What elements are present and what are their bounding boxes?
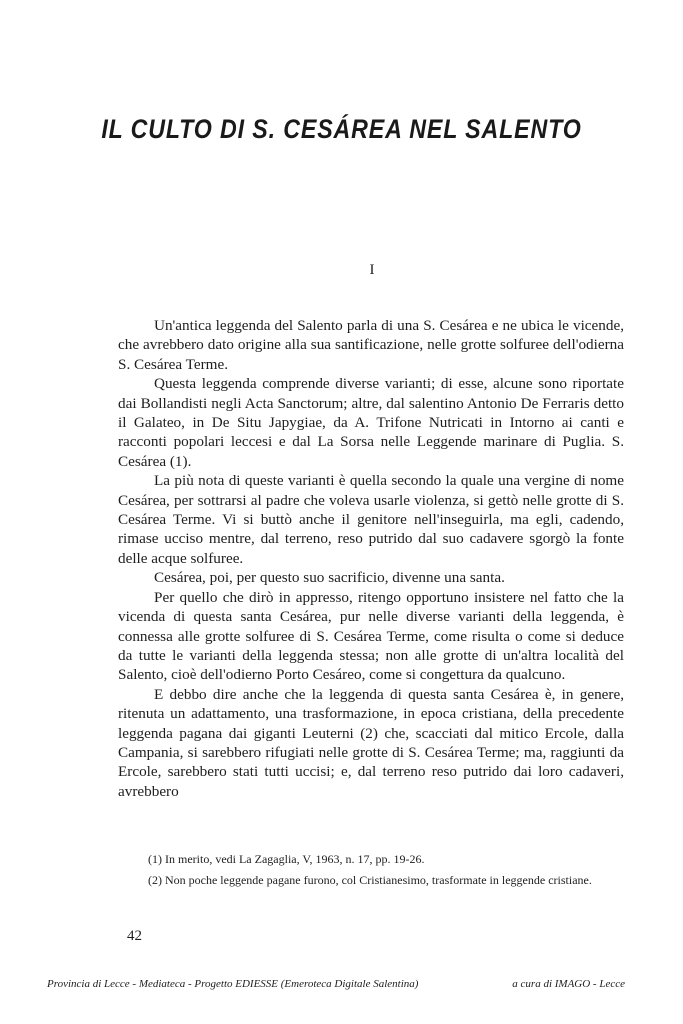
footer-credit: Provincia di Lecce - Mediateca - Progetto EDIESSE (Emeroteca Digitale Salentina): [47, 978, 419, 990]
page-number: 42: [127, 928, 142, 944]
article-body: [118, 316, 624, 801]
paragraph: Questa leggenda comprende diverse varianti; di esse, alcune sono riportate dai Bollandisti negli Acta Sanctorum; altre, dal salentino Antonio De Ferraris detto il Galateo, in De Situ Japygiae, da A. Trifone Nutricati in Intorno ai canti e racconti popolari leccesi e dal La Sorsa nelle Leggende marinare di Puglia. S. Cesárea (1).: [118, 375, 624, 470]
paragraph: La più nota di queste varianti è quella secondo la quale una vergine di nome Cesárea, per sottrarsi al padre che voleva usarle violenza, si gettò nelle grotte di S. Cesárea Terme. Vi si buttò anche il genitore nell'inseguirla, ma egli, cadendo, rimase ucciso mentre, dal terreno, reso putrido dal suo cadavere sgorgò la fonte delle acque solfuree.: [118, 472, 624, 567]
paragraph: E debbo dire anche che la leggenda di questa santa Cesárea è, in genere, ritenuta un adattamento, una trasformazione, in epoca cristiana, della precedente leggenda pagana dai giganti Leuterni (2) che, scacciati dal mitico Ercole, dalla Campania, si sarebbero rifugiati nelle grotte di S. Cesárea Terme; ma, raggiunti da Ercole, sarebbero stati tutti uccisi; e, dal terreno reso putrido dai loro cadaveri, avrebbero: [118, 685, 624, 800]
footnote: (2) Non poche leggende pagane furono, col Cristianesimo, trasformate in leggende cristiane.: [148, 873, 592, 887]
paragraph: Un'antica leggenda del Salento parla di una S. Cesárea e ne ubica le vicende, che avrebbero dato origine alla sua santificazione, nelle grotte solfuree dell'odierna S. Cesárea Terme.: [118, 317, 624, 373]
footnotes: [118, 849, 624, 891]
paragraph: Cesárea, poi, per questo suo sacrificio, divenne una santa.: [154, 569, 505, 587]
paragraph: Per quello che dirò in appresso, ritengo opportuno insistere nel fatto che la vicenda di questa santa Cesárea, pur nelle diverse varianti della leggenda, è connessa alle grotte solfuree di S. Cesárea Terme, come risulta o come si deduce da tutte le varianti della leggenda stessa; non alle grotte di un'altra località del Salento, cioè dell'odierno Porto Cesáreo, come si congettura da qualcuno.: [118, 588, 624, 684]
section-number: I: [369, 262, 375, 278]
article-title: IL CULTO DI S. CESÁREA NEL SALENTO: [101, 114, 582, 144]
footnote: (1) In merito, vedi La Zagaglia, V, 1963, n. 17, pp. 19-26.: [148, 852, 425, 866]
footer-attribution: a cura di IMAGO - Lecce: [512, 978, 625, 990]
